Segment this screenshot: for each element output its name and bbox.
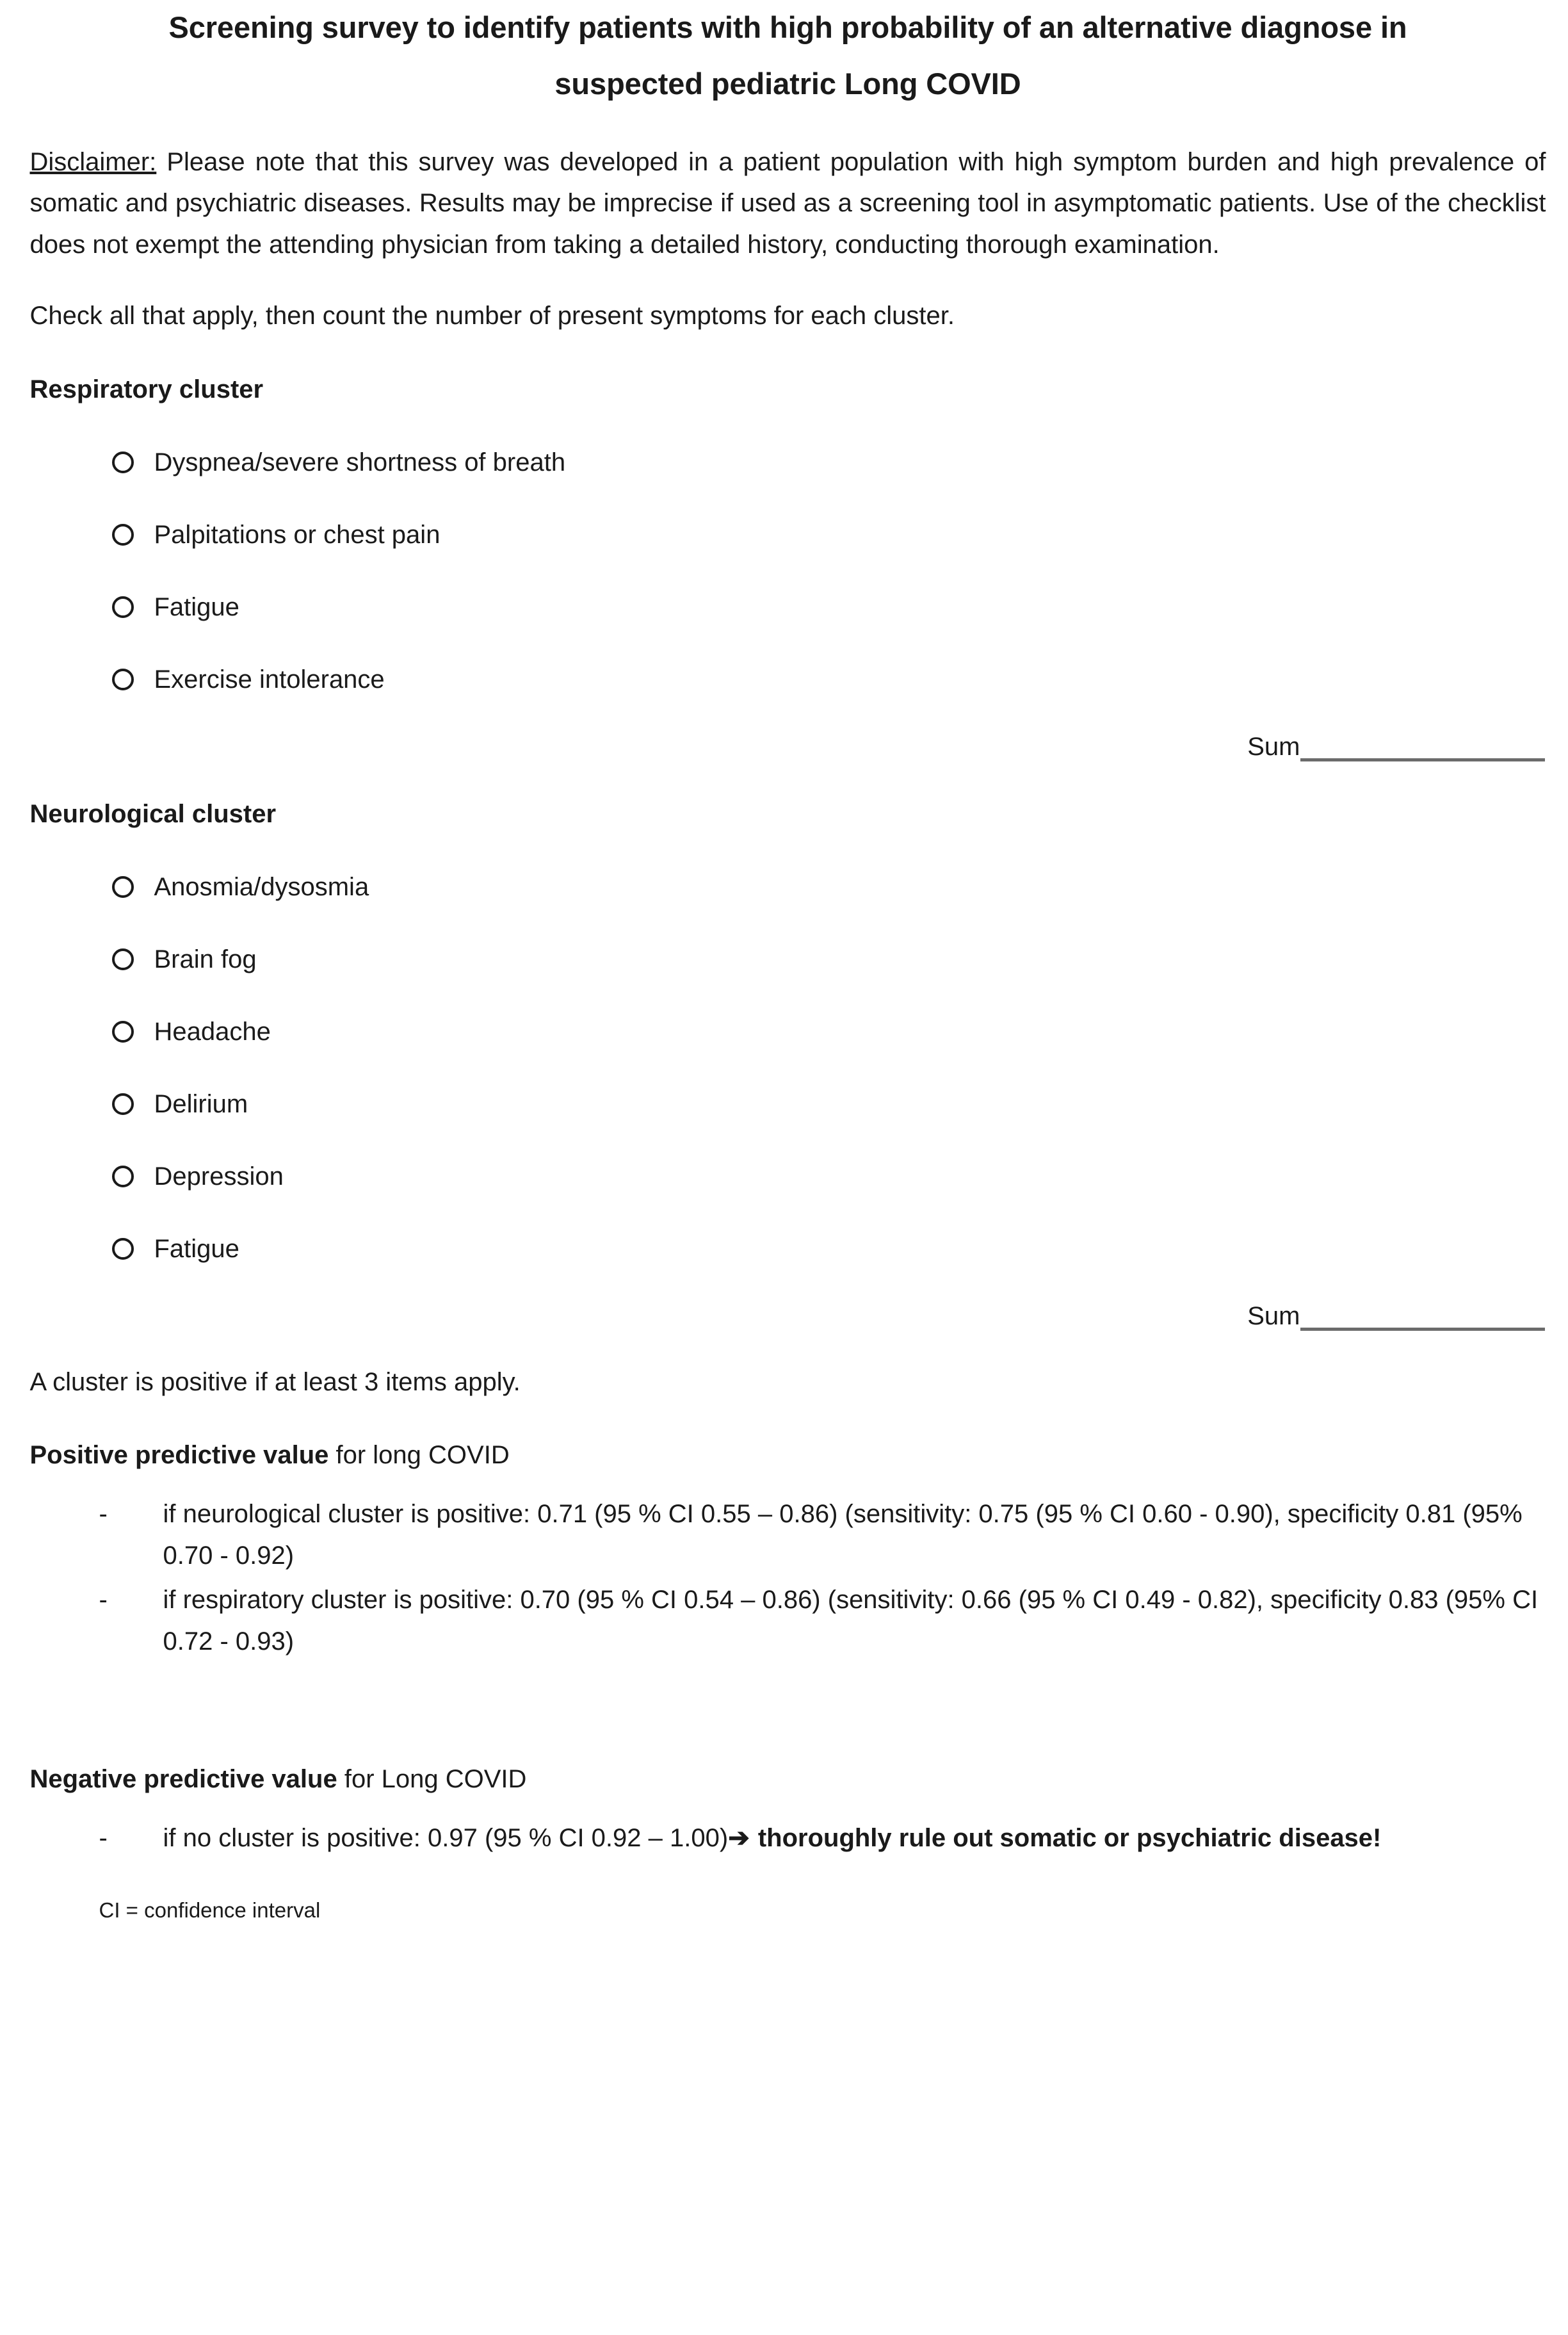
list-item[interactable] [30,851,1546,923]
respiratory-symptom-list [30,427,1546,716]
ppv-heading-bold: Positive predictive value [29,1441,329,1470]
dash-bullet-icon: - [99,1500,108,1529]
disclaimer-label: Disclaimer: [29,147,157,176]
neurological-cluster-heading: Neurological cluster [29,799,277,828]
neurological-symptom-list [30,851,1546,1285]
positivity-rule-text: A cluster is positive if at least 3 items apply. [29,1367,521,1396]
list-item-label [163,1818,1546,1859]
list-item[interactable] [30,427,1546,499]
circle-checkbox-icon[interactable] [112,876,134,898]
disclaimer-paragraph [30,142,1546,266]
positive-predictive-value-list [30,1493,1546,1662]
right-arrow-icon: ➔ [728,1823,750,1852]
page-title [30,0,1546,108]
respiratory-sum-input[interactable] [1300,729,1545,761]
circle-checkbox-icon[interactable] [112,669,134,690]
circle-checkbox-icon[interactable] [112,1093,134,1115]
list-item[interactable] [30,1141,1546,1213]
neurological-sum-row [30,1298,1546,1331]
list-item[interactable] [30,923,1546,996]
positive-predictive-value-heading [30,1436,1546,1474]
list-item[interactable] [30,571,1546,644]
negative-predictive-value-heading [30,1760,1546,1798]
list-item-label: if respiratory cluster is positive: 0.70 (95 % CI 0.54 – 0.86) (sensitivity: 0.66 (95 % CI 0.49 - 0.82), specificity 0.83 (95% CI 0.72 - 0.93) [163,1586,1539,1656]
circle-checkbox-icon[interactable] [112,1021,134,1043]
dash-bullet-icon: - [99,1586,108,1615]
respiratory-cluster-heading: Respiratory cluster [29,375,264,403]
list-item[interactable] [30,996,1546,1068]
disclaimer-text: Please note that this survey was developed in a patient population with high symptom burden and high prevalence of somatic and psychiatric diseases. Results may be imprecise if used as a screening tool in asymptomatic patients. Use of the checklist does not exempt the attending physician from taking a detailed history, conducting thorough examination. [29,147,1546,259]
list-item-label: Depression [154,1162,284,1191]
list-item[interactable] [30,1213,1546,1285]
list-item-label: Exercise intolerance [154,665,385,694]
page-title-line-2: suspected pediatric Long COVID [554,67,1021,101]
circle-checkbox-icon[interactable] [112,596,134,618]
negative-predictive-value-list [30,1818,1546,1859]
list-item-label: Fatigue [154,1235,239,1264]
circle-checkbox-icon[interactable] [112,948,134,970]
circle-checkbox-icon[interactable] [112,1238,134,1260]
list-item-label: Headache [154,1018,271,1046]
dash-bullet-icon: - [99,1823,108,1852]
list-item [30,1493,1546,1577]
respiratory-sum-row [30,729,1546,761]
list-item[interactable] [30,499,1546,571]
footnote-abbreviation: CI = confidence interval [99,1898,321,1923]
circle-checkbox-icon[interactable] [112,524,134,546]
instruction-paragraph: Check all that apply, then count the number of present symptoms for each cluster. [29,301,955,330]
neurological-sum-input[interactable] [1300,1298,1545,1331]
npv-action-text: thoroughly rule out somatic or psychiatric disease! [750,1823,1382,1852]
npv-heading-bold: Negative predictive value [29,1764,337,1793]
sum-label: Sum [1247,1301,1300,1330]
page-title-line-1: Screening survey to identify patients with high probability of an alternative diagnose in [168,10,1407,44]
document-body [16,0,1553,1926]
list-item-label: Delirium [154,1090,248,1119]
circle-checkbox-icon[interactable] [112,452,134,473]
list-item[interactable] [30,1068,1546,1141]
list-item-label: Palpitations or chest pain [154,521,440,549]
list-item [30,1579,1546,1663]
section-spacer [30,1665,1546,1727]
npv-value-text: if no cluster is positive: 0.97 (95 % CI 0.92 – 1.00) [163,1823,729,1852]
list-item-label: Anosmia/dysosmia [154,873,369,902]
sum-label: Sum [1247,732,1300,761]
list-item [30,1818,1546,1859]
circle-checkbox-icon[interactable] [112,1166,134,1187]
list-item-label: Brain fog [154,945,257,974]
list-item-label: Dyspnea/severe shortness of breath [154,448,566,477]
ppv-heading-rest: for long COVID [328,1441,510,1470]
list-item[interactable] [30,644,1546,716]
list-item-label: Fatigue [154,593,239,622]
list-item-label: if neurological cluster is positive: 0.71 (95 % CI 0.55 – 0.86) (sensitivity: 0.75 (95 % CI 0.60 - 0.90), specificity 0.81 (95% 0.70 - 0.92) [163,1500,1523,1570]
npv-heading-rest: for Long COVID [337,1764,527,1793]
